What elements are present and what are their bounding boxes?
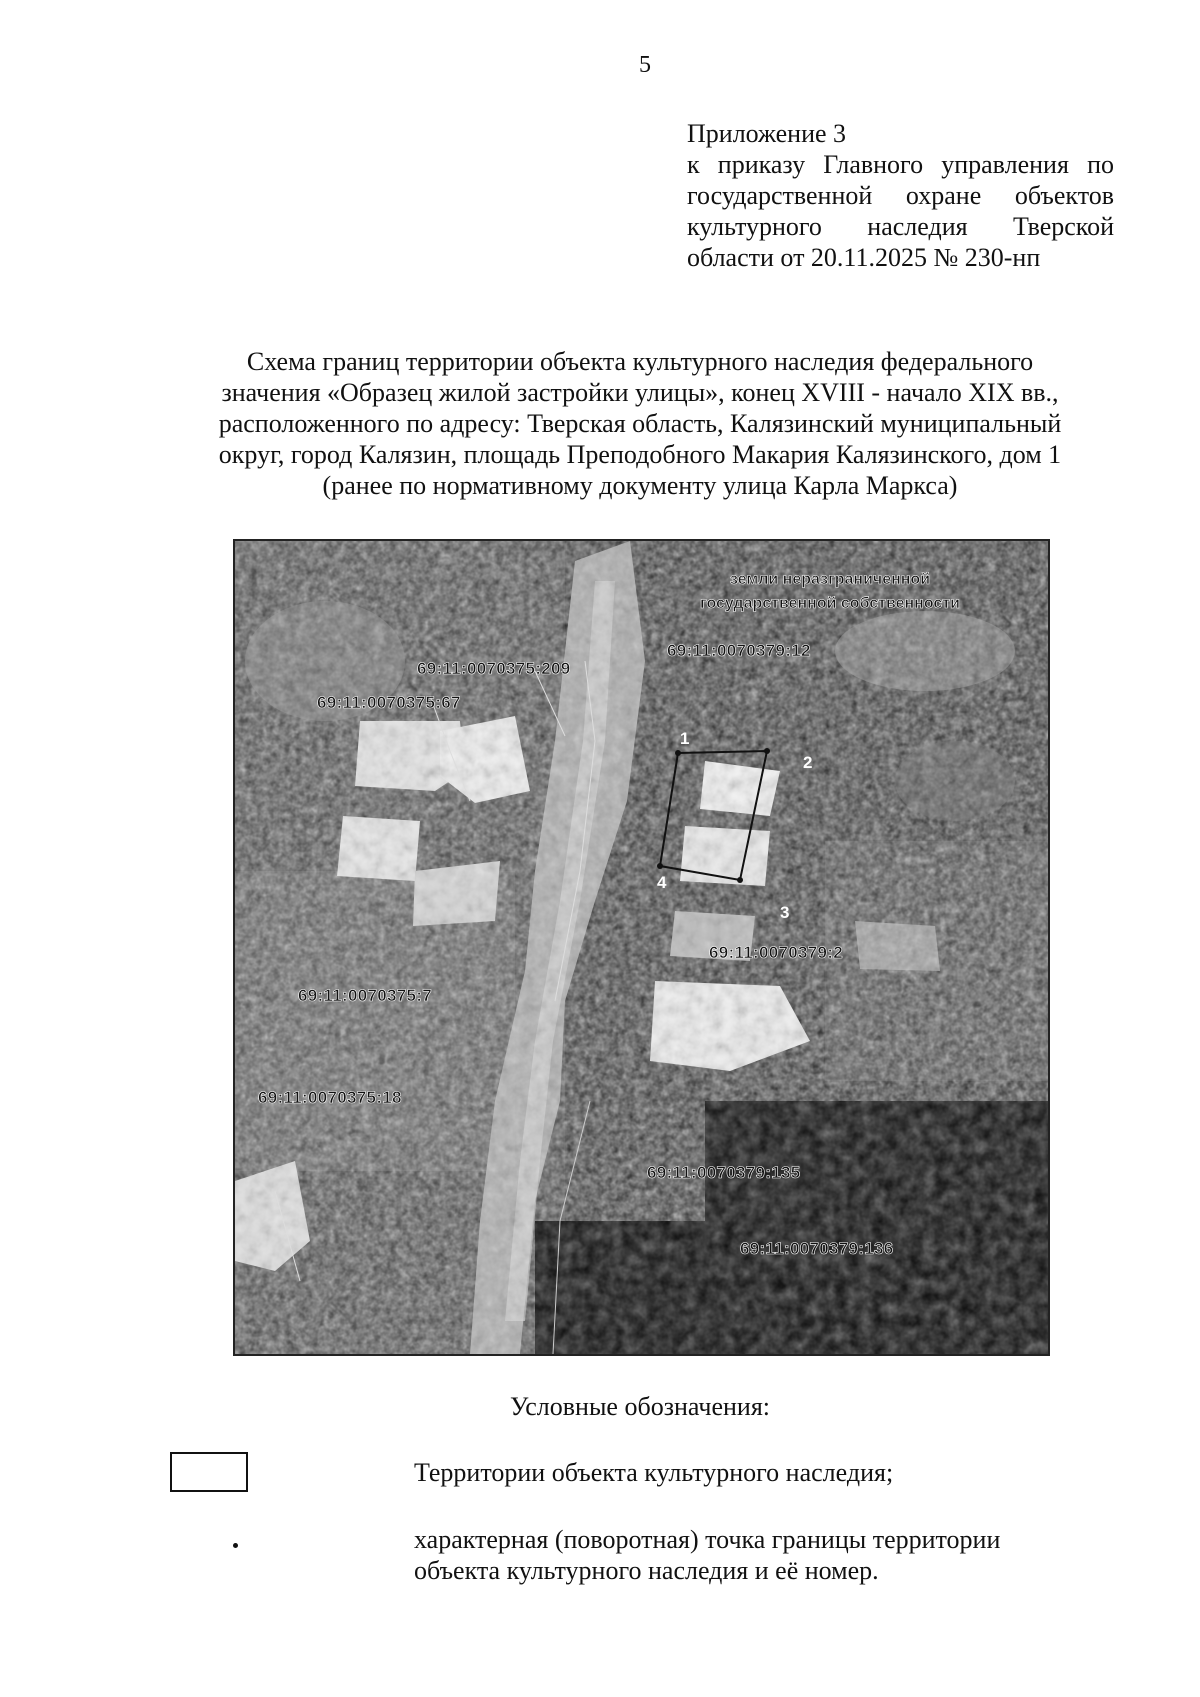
- page-number: 5: [639, 52, 651, 78]
- boundary-point-label: 2: [803, 753, 813, 772]
- lands-label-line: государственной собственности: [700, 595, 960, 612]
- lands-label-line: земли неразграниченной: [729, 571, 931, 588]
- legend-item-boundary-point: [414, 1524, 1000, 1586]
- boundary-point-legend-icon: [233, 1543, 238, 1548]
- title-line: расположенного по адресу: Тверская область, Калязинский муниципальный: [218, 409, 1062, 438]
- aerial-photo: [235, 541, 1048, 1354]
- legend-title: Условные обозначения:: [509, 1392, 771, 1421]
- title-line: Схема границ территории объекта культурного наследия федерального: [246, 347, 1034, 376]
- parcel-label: 69:11:0070379:135: [647, 1163, 801, 1182]
- parcel-label: 69:11:0070375:7: [298, 986, 433, 1005]
- appendix-line: государственной охране объектов: [687, 181, 1114, 210]
- parcel-label: 69:11:0070379:2: [709, 943, 844, 962]
- legend-line: объекта культурного наследия и её номер.: [414, 1556, 879, 1585]
- legend-line: характерная (поворотная) точка границы территории: [414, 1525, 1001, 1554]
- legend-item-territory: Территории объекта культурного наследия;: [414, 1458, 894, 1487]
- parcel-label: 69:11:0070375:209: [417, 659, 571, 678]
- boundary-point-label: 3: [780, 903, 790, 922]
- appendix-line: к приказу Главного управления по: [687, 150, 1114, 179]
- parcel-label: 69:11:0070375:67: [317, 693, 461, 712]
- boundary-point-label: 4: [657, 873, 667, 892]
- aerial-map: [233, 539, 1050, 1356]
- boundary-point-label: 1: [680, 729, 690, 748]
- appendix-line: Приложение 3: [687, 119, 847, 148]
- title-line: округ, город Калязин, площадь Преподобного Макария Калязинского, дом 1: [218, 440, 1062, 469]
- title-line: (ранее по нормативному документу улица Карла Маркса): [322, 471, 958, 500]
- territory-legend-swatch: [170, 1452, 248, 1492]
- parcel-label: 69:11:0070375:18: [258, 1088, 402, 1107]
- appendix-header: [687, 118, 1114, 273]
- appendix-line: области от 20.11.2025 № 230-нп: [687, 243, 1041, 272]
- parcel-label: 69:11:0070379:12: [667, 641, 811, 660]
- appendix-line: культурного наследия Тверской: [687, 212, 1114, 241]
- scheme-title: [160, 346, 1120, 501]
- parcel-label: 69:11:0070379:136: [740, 1239, 894, 1258]
- unallocated-lands-label: [665, 568, 995, 616]
- title-line: значения «Образец жилой застройки улицы», конец XVIII - начало XIX вв.,: [221, 378, 1059, 407]
